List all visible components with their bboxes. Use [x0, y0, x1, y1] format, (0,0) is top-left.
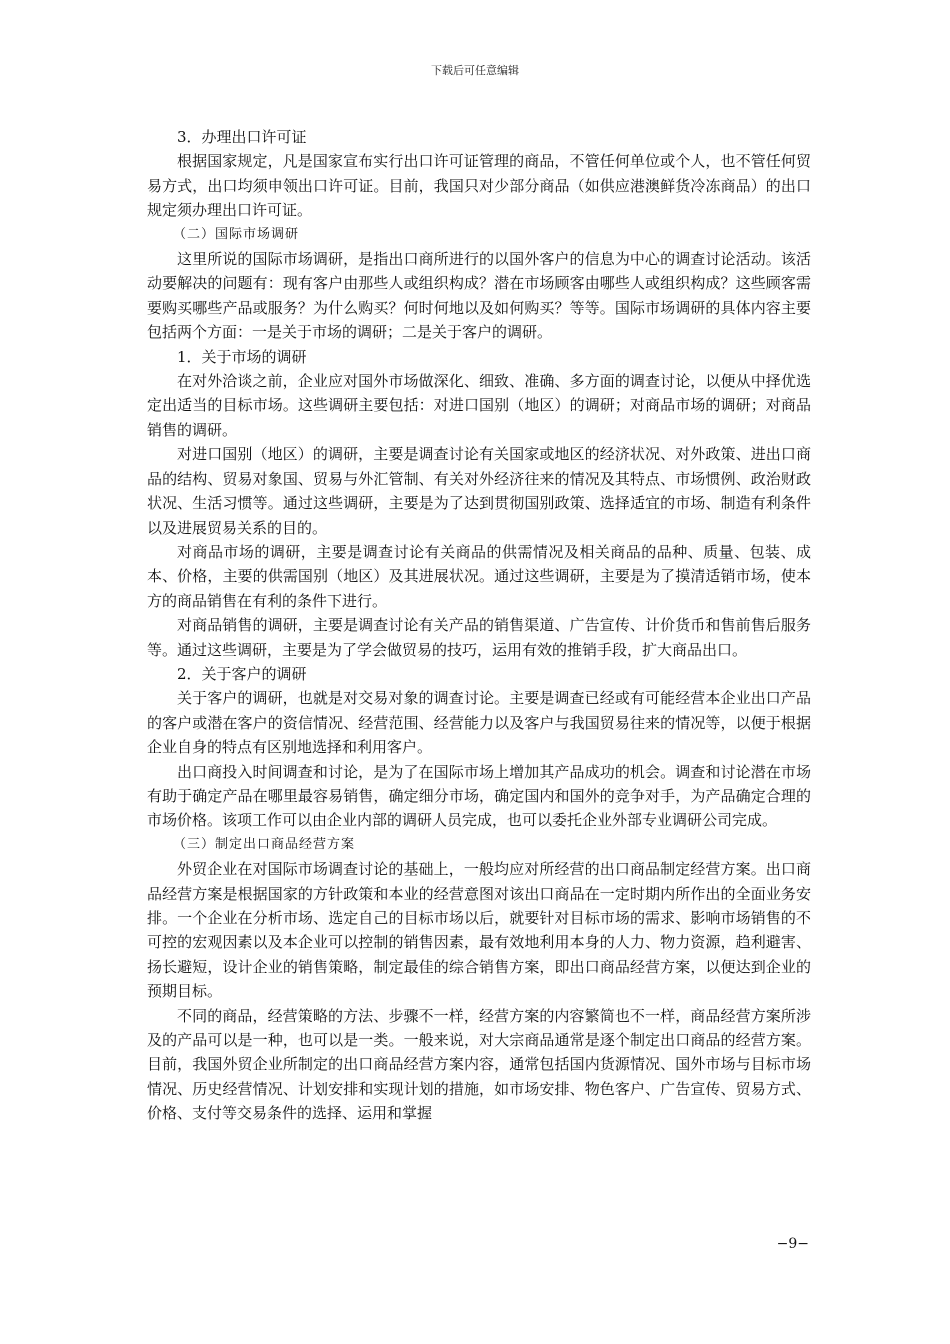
- paragraph: 对进口国别（地区）的调研，主要是调查讨论有关国家或地区的经济状况、对外政策、进出口商品的结构、贸易对象国、贸易与外汇管制、有关对外经济往来的情况及其特点、市场惯例、政治财政状况、生活习惯等。通过这些调研，主要是为了达到贯彻国别政策、选择适宜的市场、制造有利条件以及进展贸易关系的目的。: [147, 445, 811, 537]
- paragraph: 根据国家规定，凡是国家宣布实行出口许可证管理的商品，不管任何单位或个人，也不管任何贸易方式，出口均须申领出口许可证。目前，我国只对少部分商品（如供应港澳鲜货冷冻商品）的出口规定须办理出口许可证。: [147, 152, 811, 220]
- paragraph: 对商品销售的调研，主要是调查讨论有关产品的销售渠道、广告宣传、计价货币和售前售后服务等。通过这些调研，主要是为了学会做贸易的技巧，运用有效的推销手段，扩大商品出口。: [147, 616, 811, 659]
- page-number: −9−: [776, 1236, 809, 1252]
- section-heading-customer-study: 2．关于客户的调研: [177, 664, 307, 683]
- section-heading-market-research: （二）国际市场调研: [173, 226, 300, 242]
- paragraph: 不同的商品，经营策略的方法、步骤不一样，经营方案的内容繁简也不一样，商品经营方案所涉及的产品可以是一种，也可以是一类。一般来说，对大宗商品通常是逐个制定出口商品的经营方案。目前，我国外贸企业所制定的出口商品经营方案内容，通常包括国内货源情况、国外市场与目标市场情况、历史经营情况、计划安排和实现计划的措施，如市场安排、物色客户、广告宣传、贸易方式、价格、支付等交易条件的选择、运用和掌握: [147, 1006, 811, 1123]
- section-heading-business-plan: （三）制定出口商品经营方案: [173, 836, 356, 852]
- paragraph: 对商品市场的调研，主要是调查讨论有关商品的供需情况及相关商品的品种、质量、包装、成本、价格，主要的供需国别（地区）及其进展状况。通过这些调研，主要是为了摸清适销市场，使本方的商品销售在有利的条件下进行。: [147, 542, 811, 610]
- paragraph: 外贸企业在对国际市场调查讨论的基础上，一般均应对所经营的出口商品制定经营方案。出口商品经营方案是根据国家的方针政策和本业的经营意图对该出口商品在一定时期内所作出的全面业务安排。一个企业在分析市场、选定自己的目标市场以后，就要针对目标市场的需求、影响市场销售的不可控的宏观因素以及本企业可以控制的销售因素，最有效地利用本身的人力、物力资源，趋利避害、扬长避短，设计企业的销售策略，制定最佳的综合销售方案，即出口商品经营方案，以便达到企业的预期目标。: [147, 860, 811, 1001]
- section-heading-export-license: 3．办理出口许可证: [177, 128, 307, 146]
- page-header: 下载后可任意编辑: [431, 64, 519, 77]
- paragraph: 这里所说的国际市场调研，是指出口商所进行的以国外客户的信息为中心的调查讨论活动。该活动要解决的问题有：现有客户由那些人或组织构成？潜在市场顾客由哪些人或组织构成？这些顾客需要购买哪些产品或服务？为什么购买？何时何地以及如何购买？等等。国际市场调研的具体内容主要包括两个方面：一是关于市场的调研；二是关于客户的调研。: [147, 250, 811, 342]
- paragraph: 出口商投入时间调查和讨论，是为了在国际市场上增加其产品成功的机会。调查和讨论潜在市场有助于确定产品在哪里最容易销售，确定细分市场，确定国内和国外的竞争对手，为产品确定合理的市场价格。该项工作可以由企业内部的调研人员完成，也可以委托企业外部专业调研公司完成。: [147, 762, 811, 830]
- paragraph: 关于客户的调研，也就是对交易对象的调查讨论。主要是调查已经或有可能经营本企业出口产品的客户或潜在客户的资信情况、经营范围、经营能力以及客户与我国贸易往来的情况等，以便于根据企业自身的特点有区别地选择和利用客户。: [147, 689, 811, 757]
- document-body: [147, 125, 811, 1126]
- paragraph: 在对外洽谈之前，企业应对国外市场做深化、细致、准确、多方面的调查讨论，以便从中择优选定出适当的目标市场。这些调研主要包括：对进口国别（地区）的调研；对商品市场的调研；对商品销售的调研。: [147, 372, 811, 439]
- section-heading-market-study: 1．关于市场的调研: [177, 347, 307, 366]
